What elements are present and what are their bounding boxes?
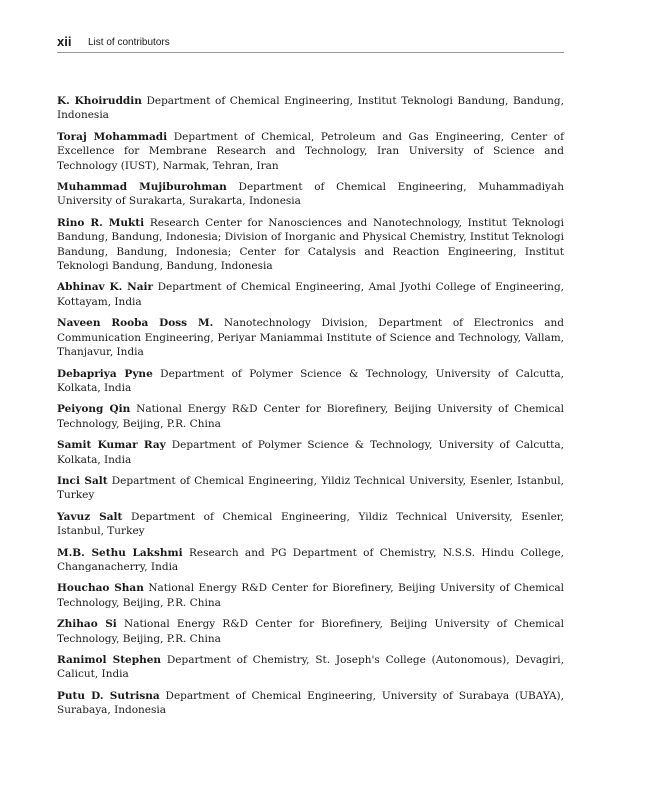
contributor-entry [57,402,564,431]
contributor-affiliation: Department of Chemical Engineering, Amal Jyothi College of Engineering, Kottayam, India [57,281,564,308]
contributor-name: Abhinav K. Nair [57,281,154,294]
contributor-affiliation: Department of Chemical Engineering, Muhammadiyah University of Surakarta, Surakarta, Indonesia [57,181,565,208]
contributor-entry [57,94,564,123]
contributor-affiliation: Department of Chemical, Petroleum and Gas Engineering, Center of Excellence for Membrane Research and Technology, Iran University of Science and Technology (IUST), Narmak, Tehran, Iran [57,130,564,172]
contributor-entry [57,617,564,646]
contributor-name: Yavuz Salt [57,510,123,523]
contributor-name: Houchao Shan [57,582,144,595]
contributor-name: Rino R. Mukti [57,216,145,229]
contributor-name: Samit Kumar Ray [57,439,166,452]
contributor-entry [57,653,564,682]
contributor-affiliation: Nanotechnology Division, Department of Electronics and Communication Engineering, Periyar Maniammai Institute of Science and Technology, Vallam, Thanjavur, India [57,317,564,359]
contributor-affiliation: Department of Polymer Science & Technology, University of Calcutta, Kolkata, India [57,439,564,466]
contributor-entry [57,474,564,503]
running-header [57,34,564,53]
contributor-affiliation: Department of Chemical Engineering, University of Surabaya (UBAYA), Surabaya, Indonesia [57,689,564,717]
contributor-affiliation: Department of Chemical Engineering, Institut Teknologi Bandung, Bandung, Indonesia [57,95,564,122]
page-number: xii [57,34,72,49]
contributor-name: Naveen Rooba Doss M. [57,317,214,330]
contributor-entry [57,316,564,359]
contributor-entry [57,581,564,610]
contributor-name: Peiyong Qin [57,403,131,416]
contributor-name: Debapriya Pyne [57,367,153,380]
contributor-entry [57,546,564,575]
contributor-name: Toraj Mohammadi [57,130,168,143]
contributor-affiliation: Research Center for Nanosciences and Nanotechnology, Institut Teknologi Bandung, Bandung, Indonesia; Division of Inorganic and Physical Chemistry, Institut Teknologi Bandung, Bandung, Indonesia; Center for Catalysis and Reaction Engineering, Institut Teknologi Bandung, Bandung, Indonesia [57,216,565,273]
contributor-name: Inci Salt [57,474,108,487]
contributor-affiliation: National Energy R&D Center for Biorefinery, Beijing University of Chemical Technology, Beijing, P.R. China [57,582,564,609]
contributor-affiliation: Department of Chemistry, St. Joseph's College (Autonomous), Devagiri, Calicut, India [57,654,564,681]
contributor-affiliation: National Energy R&D Center for Biorefinery, Beijing University of Chemical Technology, Beijing, P.R. China [57,403,564,430]
contributor-entry [57,510,564,539]
contributor-name: Ranimol Stephen [57,654,162,666]
contributor-affiliation: Department of Polymer Science & Technology, University of Calcutta, Kolkata, India [57,367,564,394]
contributor-entry [57,367,564,396]
contributor-affiliation: Research and PG Department of Chemistry, N.S.S. Hindu College, Changanacherry, India [57,546,564,573]
contributor-name: Muhammad Mujiburohman [57,181,227,194]
contributor-entry [57,130,564,173]
contributor-affiliation: National Energy R&D Center for Biorefinery, Beijing University of Chemical Technology, Beijing, P.R. China [57,618,564,645]
contributor-entry [57,280,564,309]
contributor-affiliation: Department of Chemical Engineering, Yildiz Technical University, Esenler, Istanbul, Turkey [57,510,564,538]
contributor-entry [57,438,564,467]
contributor-name: Zhihao Si [57,618,117,631]
contributor-entry [57,689,564,718]
contributor-list [57,94,564,725]
contributor-name: K. Khoiruddin [57,95,142,107]
contributor-affiliation: Department of Chemical Engineering, Yildiz Technical University, Esenler, Istanbul, Turkey [57,474,565,502]
contributor-entry [57,180,564,209]
contributor-name: Putu D. Sutrisna [57,689,160,702]
running-title: List of contributors [88,37,170,48]
contributor-entry [57,216,564,274]
contributor-name: M.B. Sethu Lakshmi [57,546,183,559]
